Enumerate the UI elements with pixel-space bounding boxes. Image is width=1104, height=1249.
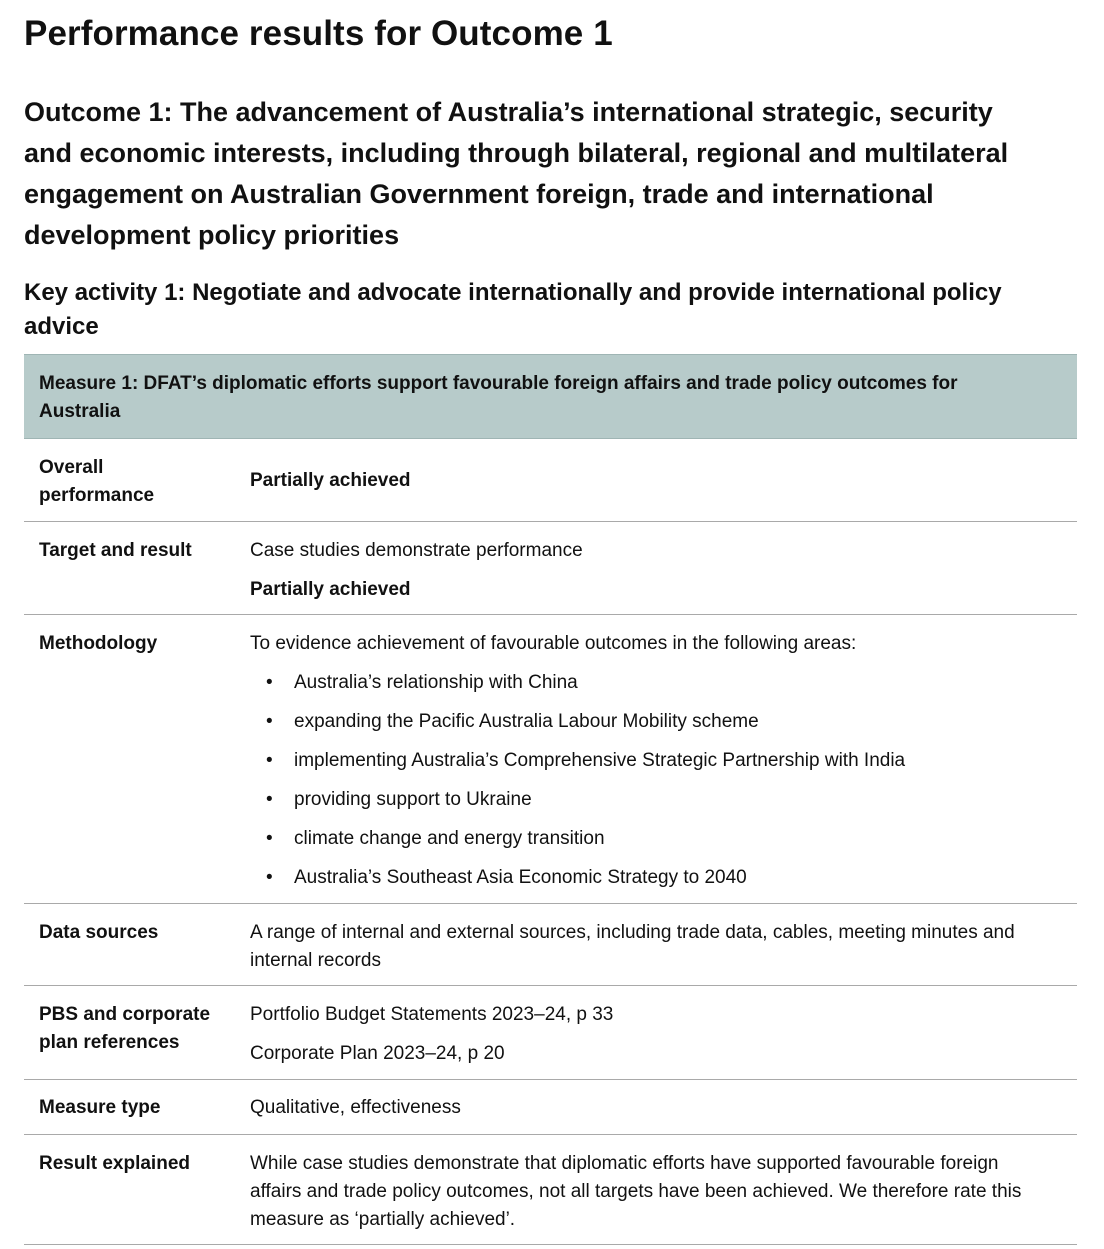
methodology-value: [250, 630, 1077, 903]
page-title: Performance results for Outcome 1: [24, 14, 613, 53]
list-item: • providing support to Ukraine: [250, 786, 1057, 814]
target-and-result-label: Target and result: [39, 540, 192, 561]
bullet-icon: •: [266, 711, 273, 732]
result-explained-value: While case studies demonstrate that diplomatic efforts have supported favourable foreign affairs and trade policy outcomes, not all targets have been achieved. We therefore rate this measure as ‘partially achieved’.: [250, 1153, 1022, 1230]
data-sources-label: Data sources: [39, 922, 159, 943]
measure-type-value: Qualitative, effectiveness: [250, 1097, 461, 1118]
methodology-label: Methodology: [39, 633, 158, 654]
list-item: • climate change and energy transition: [250, 825, 1057, 853]
bullet-icon: •: [266, 750, 273, 771]
overall-performance-label: Overall performance: [39, 457, 155, 506]
target-and-result-value: [250, 537, 1077, 614]
row-references: [24, 986, 1077, 1080]
corporate-plan-reference: Corporate Plan 2023–24, p 20: [250, 1043, 505, 1064]
result-text: Partially achieved: [250, 579, 411, 600]
measure-type-label: Measure type: [39, 1097, 161, 1118]
row-measure-type: [24, 1080, 1077, 1135]
row-data-sources: [24, 904, 1077, 986]
overall-performance-value: Partially achieved: [250, 470, 411, 491]
key-activity-heading: Key activity 1: Negotiate and advocate internationally and provide international policy advice: [24, 279, 1002, 340]
pbs-reference: Portfolio Budget Statements 2023–24, p 33: [250, 1004, 614, 1025]
list-item: • implementing Australia’s Comprehensive Strategic Partnership with India: [250, 747, 1057, 775]
bullet-icon: •: [266, 789, 273, 810]
row-overall-performance: [24, 439, 1077, 522]
methodology-list: [250, 669, 1057, 892]
outcome-heading: Outcome 1: The advancement of Australia’s international strategic, security and economic interests, including through bilateral, regional and multilateral engagement on Australian Government foreign, trade and international development policy priorities: [24, 97, 1009, 250]
methodology-intro: To evidence achievement of favourable outcomes in the following areas:: [250, 633, 857, 654]
row-target-and-result: [24, 522, 1077, 615]
data-sources-value: A range of internal and external sources, including trade data, cables, meeting minutes and internal records: [250, 922, 1015, 971]
measure-table: [24, 354, 1077, 1245]
target-text: Case studies demonstrate performance: [250, 540, 583, 561]
references-label: PBS and corporate plan references: [39, 1004, 211, 1053]
list-item: • Australia’s relationship with China: [250, 669, 1057, 697]
list-item: • Australia’s Southeast Asia Economic Strategy to 2040: [250, 864, 1057, 892]
bullet-icon: •: [266, 672, 273, 693]
row-result-explained: [24, 1135, 1077, 1245]
list-item: • expanding the Pacific Australia Labour Mobility scheme: [250, 708, 1057, 736]
row-methodology: [24, 615, 1077, 904]
bullet-icon: •: [266, 867, 273, 888]
measure-title: Measure 1: DFAT’s diplomatic efforts support favourable foreign affairs and trade policy outcomes for Australia: [24, 354, 1077, 439]
references-value: [250, 1001, 1077, 1079]
bullet-icon: •: [266, 828, 273, 849]
result-explained-label: Result explained: [39, 1153, 190, 1174]
